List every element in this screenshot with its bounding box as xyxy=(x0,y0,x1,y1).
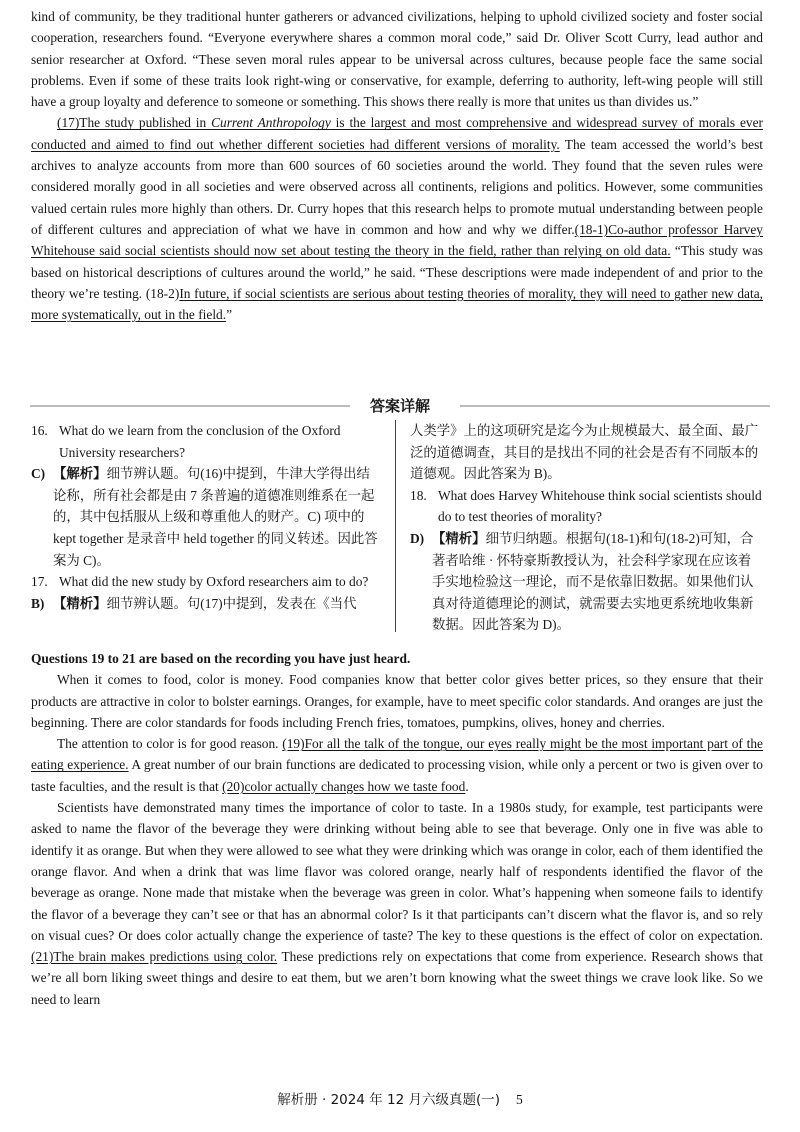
footer-title: 解析册 · 2024 年 12 月六级真题(一) xyxy=(277,1092,501,1108)
transcript-paragraph-2: The attention to color is for good reason. (19)For all the talk of the tongue, our eyes really might be the most important part of the eating experience. A great number of our brain functions are dedicated to processing vision, while only a percent or two is given over to taste faculties, and the result is that (20)color actually changes how we taste food. xyxy=(31,736,763,794)
answer-key: C) xyxy=(31,466,46,482)
answer-section-title: 答案详解 xyxy=(362,395,438,417)
header-divider-right xyxy=(460,405,770,407)
passage-paragraph-2: (17)The study published in Current Anthropology is the largest and most comprehensive and widespread survey of morals ever conducted and aimed to find out whether different societies had different versions of morality. The team accessed the world’s best archives to analyze accounts from more than 600 sources of 60 societies around the world. They found that the seven rules were considered morally good in all societies and were observed across all continents, religions and politics. However, some communities valued certain rules more highly than others. Dr. Curry hopes that this research helps to promote mutual understanding between people of different cultures and appreciation of what we have in common and how and why we differ.(18-1)Co-author professor Harvey Whitehouse said social scientists should now set about testing the theory in the field, rather than relying on old data. “This study was based on historical descriptions of cultures around the world,” he said. “These descriptions were made independent of and prior to the theory we’re testing. (18-2)In future, if social scientists are serious about testing theories of morality, they will need to gather new data, more systematically, out in the field.” xyxy=(31,115,763,323)
question-17: 17. What did the new study by Oxford researchers aim to do? xyxy=(31,574,369,590)
answer-17: B) 【精析】细节辨认题。句(17)中提到，发表在《当代 xyxy=(31,593,383,615)
passage-paragraph-1: kind of community, be they traditional hunter gatherers or advanced civilizations, helping to uphold civilized society and foster social cooperation, researchers found. “Everyone everywhere shares a common moral code,” said Dr. Oliver Scott Curry, lead author and senior researcher at Oxford. “These seven moral rules appear to be universal across cultures, because people face the same social problems. Even if some of these traits look right-wing or conservative, for example, deferring to authority, left-wing people will still have a group loyalty and deference to someone or something. This shows there really is more that unites us than divides us.” xyxy=(31,9,763,110)
underlined-sentence-18-2: In future, if social scientists are serious about testing theories of morality, they will need to gather new data, more systematically, out in the field. xyxy=(31,285,763,323)
underlined-sentence-17: (17)The study published in Current Anthropology is the largest and most comprehensive and widespread survey of morals ever conducted and aimed to find out whether different societies had different versions of morality. xyxy=(31,115,763,152)
underlined-sentence-18-1: (18-1)Co-author professor Harvey Whitehouse said social scientists should now set about testing the theory in the field, rather than relying on old data. xyxy=(31,221,763,259)
answer-key: B) xyxy=(31,595,45,611)
underlined-sentence-20: (20)color actually changes how we taste food xyxy=(222,778,466,794)
column-divider xyxy=(395,420,396,632)
answer-16: C) 【解析】细节辨认题。句(16)中提到，牛津大学得出结论称，所有社会都是由 7 条普遍的道德准则维系在一起的，其中包括服从上级和尊重他人的财产。C) 项中的 kept together 是录音中 held together 的同义转述。因此答案为 C)。 xyxy=(31,463,383,571)
underlined-sentence-19: (19)For all the talk of the tongue, our eyes really might be the most important part of the eating experience. xyxy=(31,736,763,773)
answer-17-continued: 人类学》上的这项研究是迄今为止规模最大、最全面、最广泛的道德调查，其目的是找出不同的社会是否有不同版本的道德观。因此答案为 B)。 xyxy=(410,423,759,482)
questions-heading: Questions 19 to 21 are based on the recording you have just heard. xyxy=(31,651,411,666)
recording-transcript xyxy=(31,648,763,1010)
answer-section-header xyxy=(0,395,800,417)
answer-column-left xyxy=(31,420,383,614)
header-divider-left xyxy=(30,405,350,407)
answer-column-right xyxy=(410,420,762,636)
journal-title: Current Anthropology xyxy=(211,115,331,131)
passage-continuation xyxy=(31,6,763,325)
page-number: 5 xyxy=(516,1092,523,1107)
underlined-sentence-21: (21)The brain makes predictions using color. xyxy=(31,949,278,965)
answer-18: D) 【精析】细节归纳题。根据句(18-1)和句(18-2)可知，合著者哈维 · 怀特豪斯教授认为，社会科学家现在应该着手实地检验这一理论，而不是依靠旧数据。如果他们认真对待道德理论的测试，就需要去实地更系统地收集新数据。因此答案为 D)。 xyxy=(410,528,762,636)
transcript-paragraph-3: Scientists have demonstrated many times the importance of color to taste. In a 1980s study, for example, test participants were asked to name the flavor of the beverage they were drinking without being able to see that beverage. Only one in five was able to identify it as orange. But when they were allowed to see what they were drinking which was orange in color, each of them identified the orange flavor. And when a drink that was lime flavor was colored orange, nearly half of respondents identified the flavor of the beverage as orange. None made that mistake when the beverage was green in color. What’s happening when someone fails to identify the flavor of a beverage they can’t see or that has an abnormal color? Is it that participants can’t discern what the flavor is, and so rely on visual cues? Or does color actually change the experience of taste? The key to these questions is the effect of color on expectation. (21)The brain makes predictions using color. These predictions rely on expectations that come from experience. Research shows that we’re all born liking sweet things and desire to eat them, but we aren’t born knowing what the sweet things we crave look like. So we need to learn xyxy=(31,800,763,1007)
question-16: 16. What do we learn from the conclusion of the Oxford University researchers? xyxy=(31,423,341,460)
transcript-paragraph-1: When it comes to food, color is money. Food companies know that better color gives better prices, so they ensure that their products are attractive in color to bolster earnings. Oranges, for example, have to meet specific color standards. And oranges are just the beginning. There are color standards for foods including French fries, tomatoes, pumpkins, olives, honey and cherries. xyxy=(31,672,763,730)
answer-key: D) xyxy=(410,530,425,546)
page-footer xyxy=(0,1090,800,1110)
question-18: 18. What does Harvey Whitehouse think social scientists should do to test theories of morality? xyxy=(410,487,762,525)
